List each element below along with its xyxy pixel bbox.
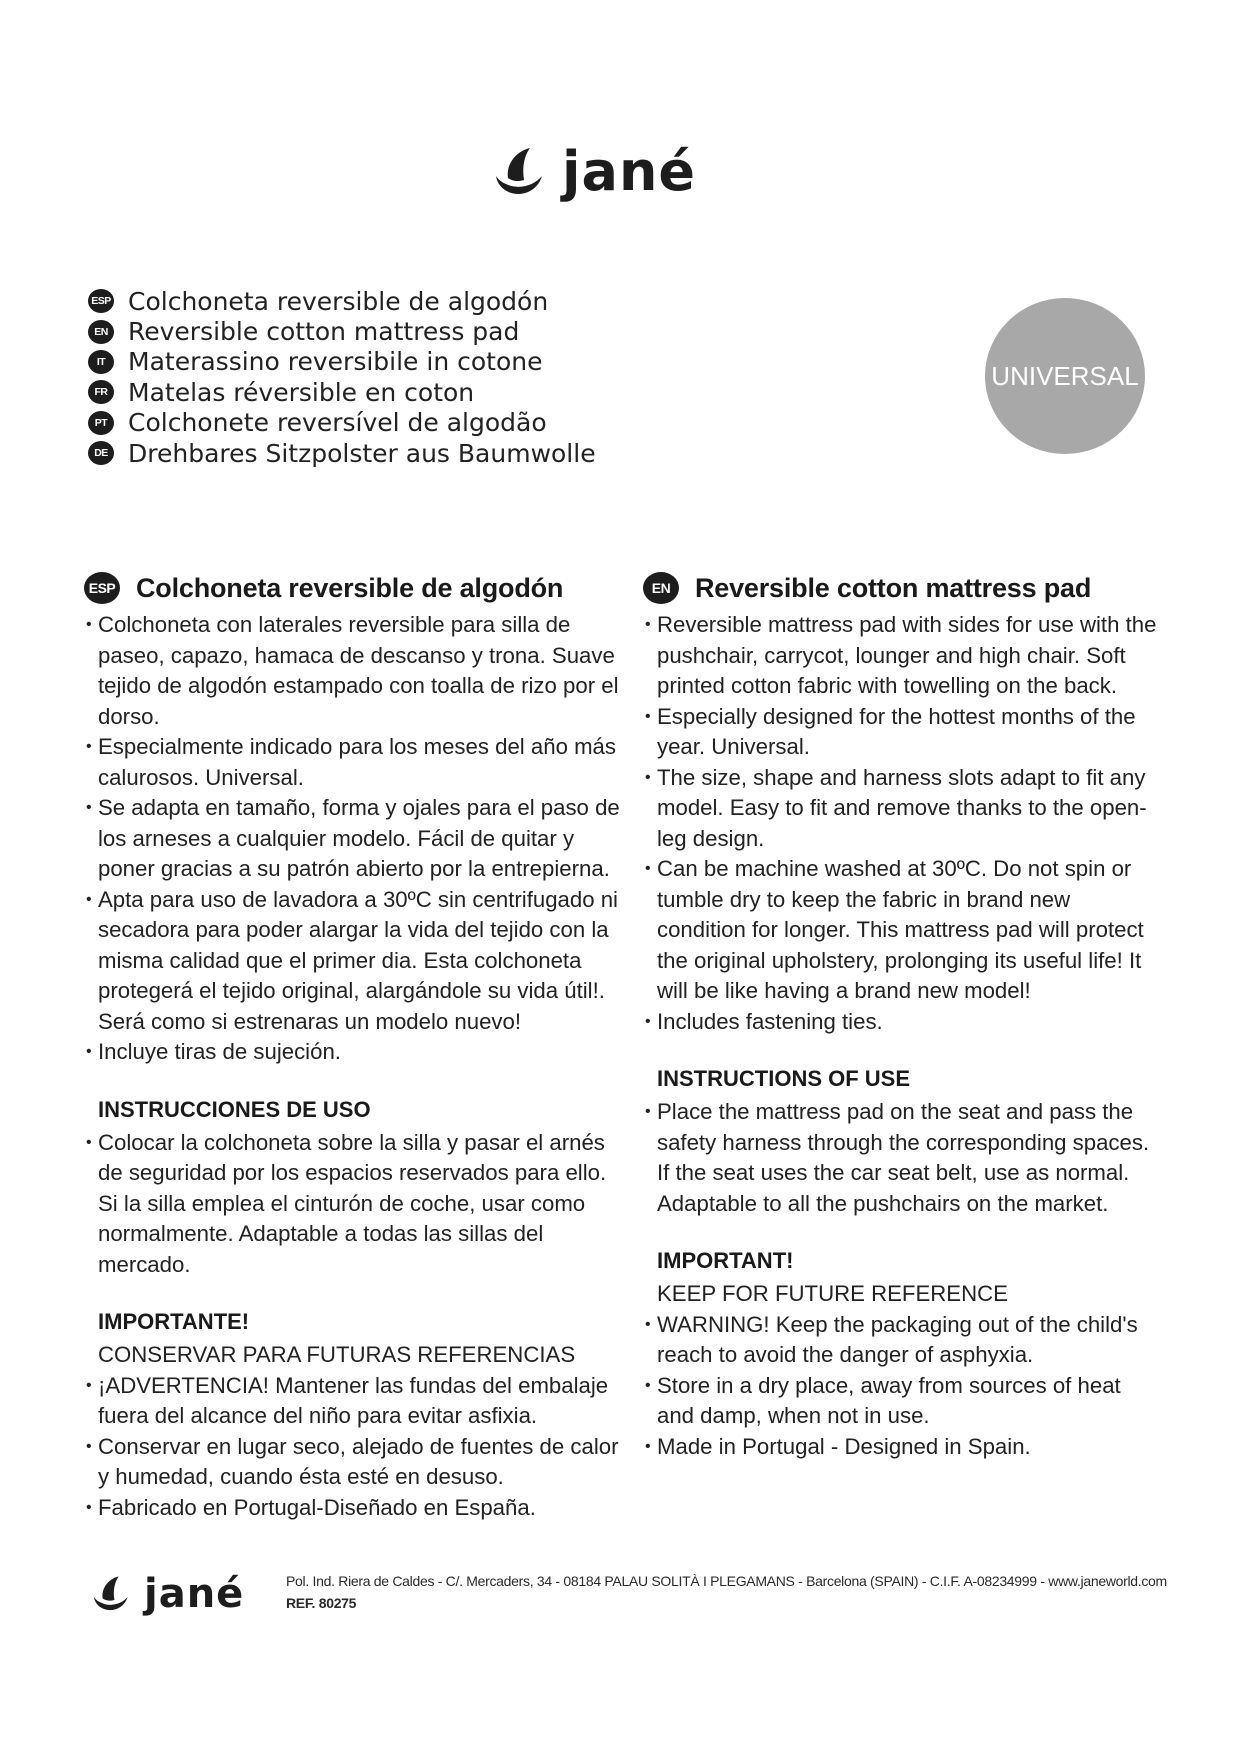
column-header	[84, 570, 624, 606]
warning-item: • ¡ADVERTENCIA! Mantener las fundas del embalaje fuera del alcance del niño para evitar asfixia.	[84, 1371, 624, 1432]
language-badge-fr: FR	[88, 380, 114, 404]
language-badge-es: ESP	[88, 289, 114, 313]
keep-reference-note: CONSERVAR PARA FUTURAS REFERENCIAS	[98, 1342, 576, 1367]
instruction-item: • Colocar la colchoneta sobre la silla y pasar el arnés de seguridad por los espacios reservados para ello.	[84, 1128, 624, 1189]
language-badge-de: DE	[88, 441, 114, 465]
title-item-es	[88, 286, 596, 316]
company-address: Pol. Ind. Riera de Caldes - C/. Mercaders, 34 - 08184 PALAU SOLITÀ I PLEGAMANS - Barcelona (SPAIN) - C.I.F. A-08234999 - www.janeworld.com	[286, 1573, 1167, 1589]
feature-item: • The size, shape and harness slots adapt to fit any model. Easy to fit and remove thanks to the open-leg design.	[643, 763, 1163, 855]
warning-list	[84, 1371, 624, 1524]
title-text: Drehbares Sitzpolster aus Baumwolle	[128, 438, 596, 468]
universal-badge: UNIVERSAL	[985, 298, 1145, 454]
jane-logo-icon	[88, 1572, 132, 1616]
jane-logo-icon	[488, 142, 548, 202]
feature-item: • Apta para uso de lavadora a 30ºC sin centrifugado ni secadora para poder alargar la vida del tejido con la misma calidad que el primer dia. Esta colchoneta protegerá el tejido original, alargándole su vida útil!. Será como si estrenaras un modelo nuevo!	[84, 885, 624, 1038]
title-text: Materassino reversibile in cotone	[128, 347, 543, 377]
warning-item: • Store in a dry place, away from sources of heat and damp, when not in use.	[643, 1371, 1163, 1432]
warning-list	[643, 1310, 1163, 1463]
instructions-title: INSTRUCCIONES DE USO	[98, 1096, 371, 1122]
title-text: Matelas réversible en coton	[128, 377, 475, 407]
title-item-en	[88, 316, 596, 346]
warning-item: • Conservar en lugar seco, alejado de fuentes de calor y humedad, cuando ésta esté en desuso.	[84, 1432, 624, 1493]
instruction-extra: Si la silla emplea el cinturón de coche, usar como normalmente. Adaptable a todas las sillas del mercado.	[98, 1190, 586, 1277]
footer-info	[286, 1570, 1167, 1614]
instruction-item: • Place the mattress pad on the seat and pass the safety harness through the corresponding spaces.	[643, 1097, 1163, 1158]
language-badge-pt: PT	[88, 411, 114, 435]
header-logo	[488, 142, 696, 202]
warning-item: • Fabricado en Portugal-Diseñado en España.	[84, 1493, 624, 1524]
language-title-list	[88, 286, 596, 468]
warning-item: • WARNING! Keep the packaging out of the child's reach to avoid the danger of asphyxia.	[643, 1310, 1163, 1371]
important-title: IMPORTANTE!	[98, 1309, 250, 1334]
feature-list	[643, 610, 1163, 1037]
product-reference: REF. 80275	[286, 1595, 357, 1611]
feature-item: • Reversible mattress pad with sides for use with the pushchair, carrycot, lounger and high chair. Soft printed cotton fabric with towelling on the back.	[643, 610, 1163, 702]
column-title: Reversible cotton mattress pad	[695, 572, 1092, 603]
warning-item: • Made in Portugal - Designed in Spain.	[643, 1432, 1163, 1463]
title-item-fr	[88, 377, 596, 407]
feature-item: • Especialmente indicado para los meses del año más calurosos. Universal.	[84, 732, 624, 793]
english-column	[643, 570, 1163, 1462]
feature-item: • Colchoneta con laterales reversible para silla de paseo, capazo, hamaca de descanso y trona. Suave tejido de algodón estampado con toalla de rizo por el dorso.	[84, 610, 624, 732]
brand-name: jané	[562, 140, 697, 203]
important-title: IMPORTANT!	[657, 1248, 794, 1273]
footer-logo	[88, 1572, 244, 1616]
column-header	[643, 570, 1163, 606]
spanish-column	[84, 570, 624, 1523]
feature-item: • Especially designed for the hottest months of the year. Universal.	[643, 702, 1163, 763]
keep-reference-note: KEEP FOR FUTURE REFERENCE	[657, 1281, 1008, 1306]
column-title: Colchoneta reversible de algodón	[136, 572, 564, 603]
feature-item: • Se adapta en tamaño, forma y ojales para el paso de los arneses a cualquier modelo. Fácil de quitar y poner gracias a su patrón abierto por la entrepierna.	[84, 793, 624, 885]
title-text: Colchonete reversível de algodão	[128, 408, 547, 438]
feature-item: • Includes fastening ties.	[643, 1007, 1163, 1038]
instructions-title: INSTRUCTIONS OF USE	[657, 1066, 911, 1091]
language-badge-en: EN	[88, 320, 114, 344]
feature-item: • Incluye tiras de sujeción.	[84, 1037, 624, 1068]
feature-item: • Can be machine washed at 30ºC. Do not spin or tumble dry to keep the fabric in brand new condition for longer. This mattress pad will protect the original upholstery, prolonging its useful life! It will be like having a brand new model!	[643, 854, 1163, 1007]
language-badge-it: IT	[88, 350, 114, 374]
title-item-pt	[88, 408, 596, 438]
title-item-de	[88, 438, 596, 468]
instructions-list	[643, 1097, 1163, 1158]
brand-name: jané	[144, 1571, 245, 1617]
instruction-extra: If the seat uses the car seat belt, use as normal. Adaptable to all the pushchairs on the market.	[657, 1160, 1130, 1216]
instructions-list	[84, 1128, 624, 1189]
title-item-it	[88, 347, 596, 377]
language-badge-es: ESP	[84, 572, 120, 604]
title-text: Reversible cotton mattress pad	[128, 317, 520, 347]
title-text: Colchoneta reversible de algodón	[128, 286, 549, 316]
feature-list	[84, 610, 624, 1068]
language-badge-en: EN	[643, 572, 679, 604]
